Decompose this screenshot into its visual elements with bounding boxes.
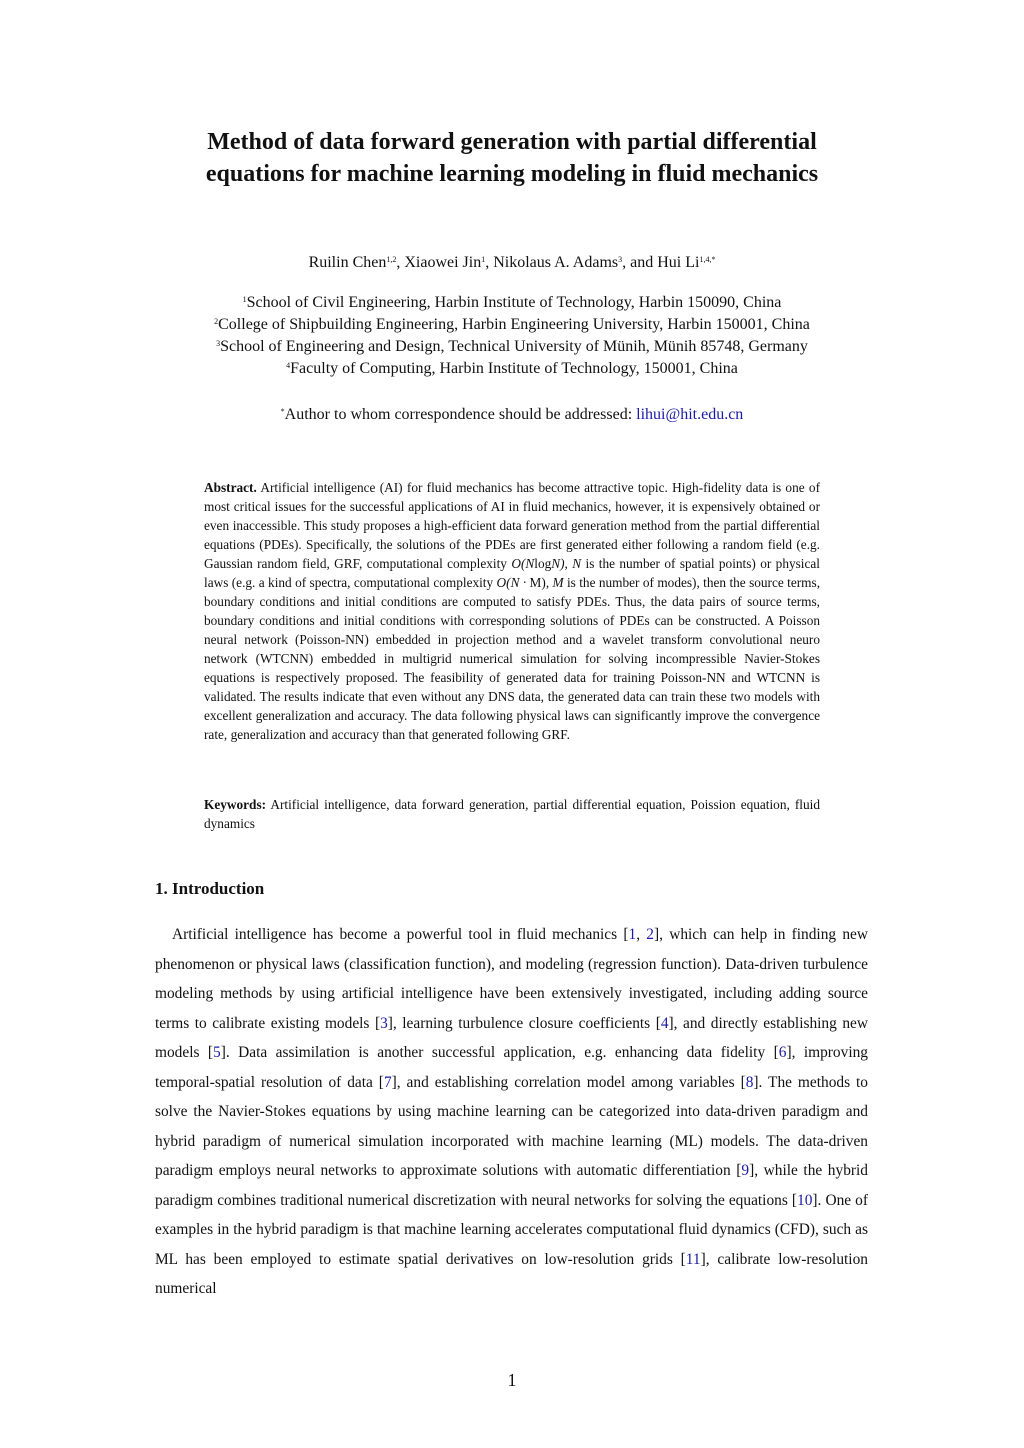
paper-title	[140, 126, 884, 190]
author-name: Ruilin Chen	[308, 254, 387, 271]
author-name: Hui Li	[657, 254, 700, 271]
introduction-paragraph: Artificial intelligence has become a powerful tool in fluid mechanics [1, 2], which can help in finding new phenomenon or physical laws (classification function), and modeling (regression function). Data-driven turbulence modeling methods by using artificial intelligence have been extensively investigated, including adding source terms to calibrate existing models [3], learning turbulence closure coefficients [4], and directly establishing new models [5]. Data assimilation is another successful application, e.g. enhancing data fidelity [6], improving temporal-spatial resolution of data [7], and establishing correlation model among variables [8]. The methods to solve the Navier-Stokes equations by using machine learning can be categorized into data-driven paradigm and hybrid paradigm of numerical simulation incorporated with machine learning (ML) models. The data-driven paradigm employs neural networks to approximate solutions with automatic differentiation [9], while the hybrid paradigm combines traditional numerical discretization with neural networks for solving the equations [10]. One of examples in the hybrid paradigm is that machine learning accelerates computational fluid dynamics (CFD), such as ML has been employed to estimate spatial derivatives on low-resolution grids [11], calibrate low-resolution numerical	[155, 926, 868, 1297]
abstract: Abstract. Artificial intelligence (AI) for fluid mechanics has become attractive topic. High-fidelity data is one of most critical issues for the successful applications of AI in fluid mechanics, however, it is expensively obtained or even inaccessible. This study proposes a high-efficient data forward generation method from the partial differential equations (PDEs). Specifically, the solutions of the PDEs are first generated either following a random field (e.g. Gaussian random field, GRF, computational complexity O(NlogN), N is the number of spatial points) or physical laws (e.g. a kind of spectra, computational complexity O(N · M), M is the number of modes), then the source terms, boundary conditions and initial conditions are computed to satisfy PDEs. Thus, the data pairs of source terms, boundary conditions and initial conditions with corresponding solutions of PDEs can be constructed. A Poisson neural network (Poisson-NN) embedded in projection method and a wavelet transform convolutional neuro network (WTCNN) embedded in multigrid numerical simulation for solving incompressible Navier-Stokes equations is respectively proposed. The feasibility of generated data for training Poisson-NN and WTCNN is validated. The results indicate that even without any DNS data, the generated data can train these two models with excellent generalization and accuracy. The data following physical laws can significantly improve the convergence rate, generalization and accuracy than that generated following GRF.	[204, 480, 821, 742]
affiliation: $^3$School of Engineering and Design, Technical University of Münih, Münih 85748, Germany	[216, 338, 808, 355]
citation-link[interactable]: 6	[778, 1044, 787, 1061]
keywords-label: Keywords:	[204, 797, 267, 812]
affiliation: $^4$Faculty of Computing, Harbin Institute of Technology, 150001, China	[286, 360, 738, 377]
citation-link[interactable]: 5	[213, 1044, 221, 1061]
citation-link[interactable]: 2	[646, 926, 654, 943]
author-affil-mark: 1,4,*	[699, 255, 716, 264]
citation-link[interactable]: 11	[685, 1250, 701, 1268]
section-heading: 1. Introduction	[155, 879, 265, 898]
citation-link[interactable]: 8	[745, 1073, 754, 1091]
citation-link[interactable]: 9	[741, 1162, 750, 1179]
author-list: Ruilin Chen$^{1,2}$, Xiaowei Jin$^1$, Nikolaus A. Adams$^3$, and Hui $Li^{1,4,*}$	[308, 254, 716, 271]
author-name: Xiaowei Jin	[404, 254, 482, 271]
correspondence-note: *Author to whom correspondence should be addressed: lihui@hit.edu.cn	[280, 406, 744, 423]
citation-link[interactable]: 10	[797, 1191, 813, 1209]
keywords: Keywords: Artificial intelligence, data forward generation, partial differential equation, Poission equation, fluid dynamics	[204, 797, 820, 831]
abstract-label: Abstract.	[204, 480, 257, 495]
title-line-2: equations for machine learning modeling in fluid mechanics	[205, 161, 819, 187]
citation-link[interactable]: 4	[660, 1014, 669, 1032]
affiliation: $^2$College of Shipbuilding Engineering, Harbin Engineering University, Harbin 150001, China	[214, 316, 810, 333]
page-number: 1	[507, 1370, 517, 1390]
affiliation: $^1$School of Civil Engineering, Harbin Institute of Technology, Harbin 150090, China	[242, 294, 782, 311]
citation-link[interactable]: 7	[383, 1073, 392, 1091]
citation-link[interactable]: 1	[628, 926, 637, 943]
email-link[interactable]: lihui@hit.edu.cn	[636, 406, 744, 423]
affiliations	[0, 292, 1024, 380]
title-line-1: Method of data forward generation with partial differential	[207, 129, 817, 155]
author-affil-mark: 1	[481, 255, 486, 264]
citation-link[interactable]: 3	[380, 1014, 388, 1032]
author-name: Nikolaus A. Adams	[493, 254, 619, 271]
author-affil-mark: 1,2	[386, 255, 397, 264]
author-affil-mark: 3	[618, 255, 623, 264]
